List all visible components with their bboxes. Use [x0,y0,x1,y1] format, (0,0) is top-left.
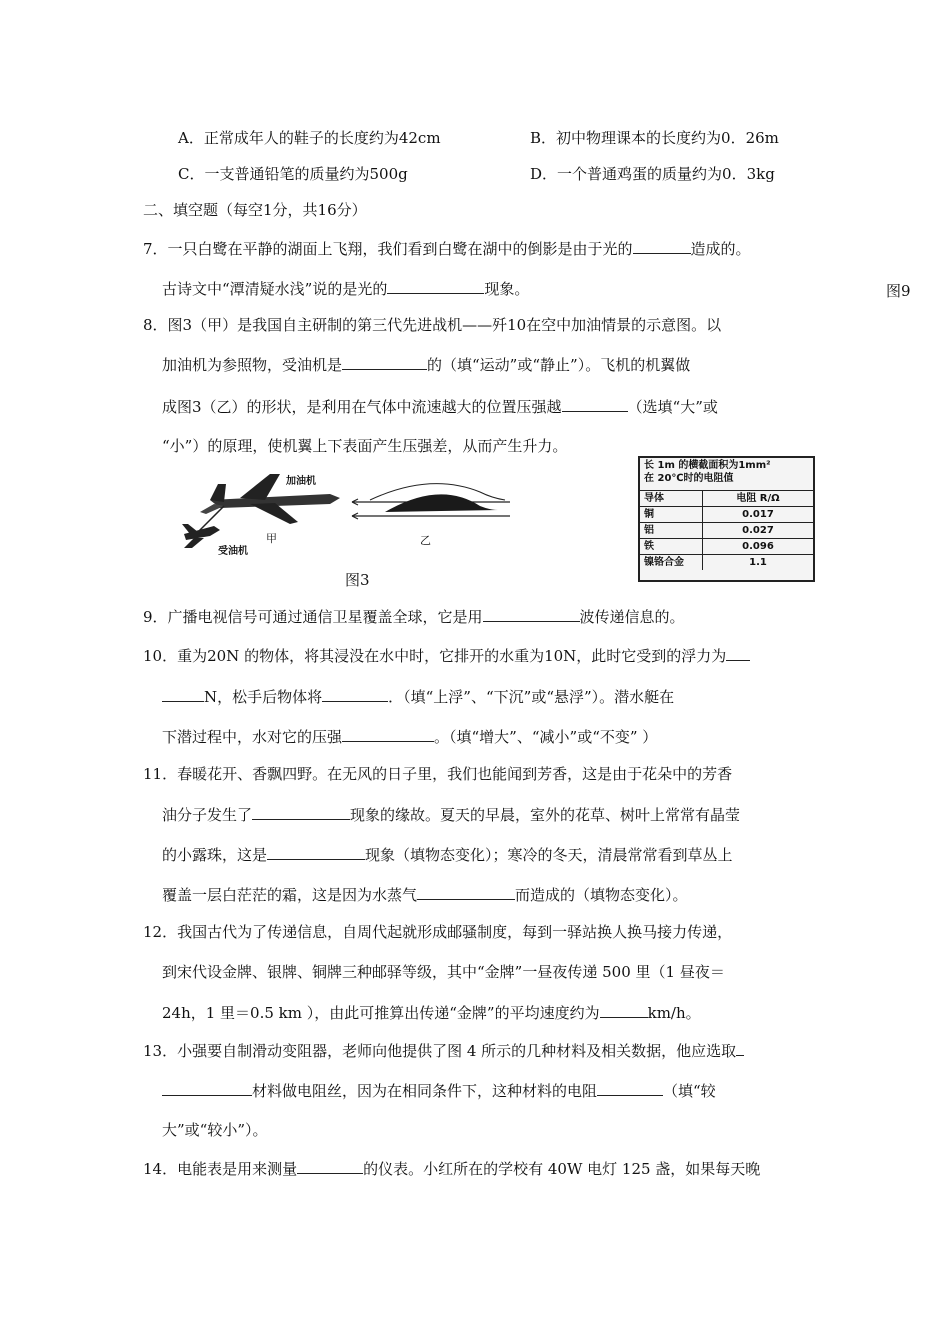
q8-line2 [162,354,690,375]
q14-text: 14．电能表是用来测量 [143,1160,298,1178]
cell-material: 铝 [640,523,703,538]
q12-line3 [162,1002,701,1023]
q13-line2 [162,1080,716,1101]
q13-text: 材料做电阻丝，因为在相同条件下，这种材料的电阻 [252,1082,598,1100]
q8-text: （选填“大”或 [627,398,718,416]
q7-text: 古诗文中“潭清疑水浅”说的是光的 [162,280,388,298]
wing-profile-icon [352,484,510,519]
q10-text: 。（填“增大”、“减小”或“不变” ） [434,728,658,746]
section-heading: 二、填空题（每空1分，共16分） [143,201,367,219]
cell-material: 铁 [640,539,703,554]
q14-line1 [143,1158,760,1179]
q7-line1 [143,238,751,259]
q13-blank-1a[interactable] [736,1040,744,1056]
column-header-conductor: 导体 [640,491,703,506]
q10-text: 10．重为20N 的物体，将其浸没在水中时，它排开的水重为10N，此时它受到的浮力为 [143,647,727,665]
column-header-resistance: 电阻 R/Ω [736,493,780,504]
tanker-plane-icon [200,474,340,524]
q11-line4 [162,884,688,905]
receiver-label: 受油机 [218,546,248,557]
cell-resistance: 1.1 [749,557,767,568]
q12-line1: 12．我国古代为了传递信息，自周代起就形成邮骚制度，每到一驿站换人换马接力传递， [143,923,733,941]
q8-text: 加油机为参照物，受油机是 [162,356,343,374]
option-b: B．初中物理课本的长度约为0．26m [530,129,779,147]
q12-text: km/h。 [647,1004,701,1022]
q14-blank[interactable] [297,1158,363,1174]
q7-text: 现象。 [484,280,530,298]
q7-text: 造成的。 [690,240,751,258]
q13-text: （填“较 [663,1082,716,1100]
q7-blank-1[interactable] [633,238,691,254]
cell-resistance: 0.096 [742,541,774,552]
q13-line1 [143,1040,744,1061]
q11-text: 油分子发生了 [162,806,253,824]
figure-9-label: 图9 [886,282,911,300]
q11-text: 现象的缘故。夏天的早晨，室外的花草、树叶上常常有晶莹 [350,806,741,824]
q12-line2: 到宋代设金牌、银牌、铜牌三种邮驿等级，其中“金牌”一昼夜传递 500 里（1 昼夜＝ [162,963,725,981]
option-a: A．正常成年人的鞋子的长度约为42cm [178,129,441,147]
figure-3-caption: 图3 [345,571,370,589]
cell-resistance: 0.027 [742,525,774,536]
tanker-label: 加油机 [286,476,316,487]
q9-text: 波传递信息的。 [579,608,685,626]
q8-line3 [162,396,718,417]
q10-text: 下潜过程中，水对它的压强 [162,728,343,746]
q14-text: 的仪表。小红所在的学校有 40W 电灯 125 盏，如果每天晚 [363,1160,761,1178]
q10-blank-1a[interactable] [726,645,750,661]
cell-material: 镍铬合金 [640,555,703,570]
q11-blank-3[interactable] [417,884,515,900]
q13-text: 13．小强要自制滑动变阻器，老师向他提供了图 4 所示的几种材料及相关数据，他应选取 [143,1042,737,1060]
table-row [640,523,813,539]
q10-text: N，松手后物体将 [204,688,323,706]
q8-line4: “小”）的原理，使机翼上下表面产生压强差，从而产生升力。 [162,437,568,455]
q10-text: ．（填“上浮”、“下沉”或“悬浮”）。潜水艇在 [388,688,675,706]
figure-3-illustration [180,462,520,562]
table-row [640,491,813,507]
table-row [640,539,813,555]
jia-label: 甲 [266,532,277,545]
q11-text: 现象（填物态变化）；寒冷的冬天，清晨常常看到草丛上 [365,846,733,864]
q10-line1 [143,645,750,666]
q10-line2 [162,686,674,707]
q11-line1: 11．春暖花开、香飘四野。在无风的日子里，我们也能闻到芳香，这是由于花朵中的芳香 [143,765,733,783]
q11-line2 [162,804,740,825]
q8-blank-2[interactable] [562,396,628,412]
q13-line3: 大”或“较小”）。 [162,1121,268,1139]
q9-line1 [143,606,685,627]
option-c: C．一支普通铅笔的质量约为500g [178,165,408,183]
resistance-table [638,456,815,582]
q13-blank-2[interactable] [597,1080,663,1096]
q11-text: 而造成的（填物态变化）。 [515,886,688,904]
q10-blank-1b[interactable] [162,686,204,702]
q11-line3 [162,844,733,865]
cell-material: 铜 [640,507,703,522]
q8-text: 的（填“运动”或“静止”）。飞机的机翼做 [427,356,691,374]
q11-text: 的小露珠，这是 [162,846,268,864]
q8-text: 成图3（乙）的形状，是利用在气体中流速越大的位置压强越 [162,398,562,416]
cell-resistance: 0.017 [742,509,774,520]
q10-blank-3[interactable] [342,726,434,742]
q7-text: 7．一只白鹭在平静的湖面上飞翔，我们看到白鹭在湖中的倒影是由于光的 [143,240,633,258]
q11-text: 覆盖一层白茫茫的霜，这是因为水蒸气 [162,886,418,904]
q12-blank[interactable] [600,1002,648,1018]
table-row [640,507,813,523]
q7-blank-2[interactable] [387,278,484,294]
option-d: D．一个普通鸡蛋的质量约为0．3kg [530,165,775,183]
q9-text: 9．广播电视信号可通过通信卫星覆盖全球，它是用 [143,608,483,626]
q10-line3 [162,726,657,747]
table-header-line1: 长 1m 的横截面积为1mm² [644,460,771,471]
table-row [640,555,813,570]
receiver-fighter-icon [182,524,220,548]
q10-blank-2[interactable] [322,686,388,702]
table-header-line2: 在 20℃时的电阻值 [644,473,734,484]
q13-blank-1b[interactable] [162,1080,252,1096]
yi-label: 乙 [420,534,431,547]
q8-blank-1[interactable] [342,354,427,370]
q11-blank-1[interactable] [252,804,350,820]
q11-blank-2[interactable] [267,844,365,860]
q12-text: 24h，1 里＝0.5 km ），由此可推算出传递“金牌”的平均速度约为 [162,1004,600,1022]
q9-blank[interactable] [483,606,580,622]
q7-line2 [162,278,529,299]
q8-line1: 8．图3（甲）是我国自主研制的第三代先进战机——歼10在空中加油情景的示意图。以 [143,316,722,334]
table-header [640,458,813,491]
